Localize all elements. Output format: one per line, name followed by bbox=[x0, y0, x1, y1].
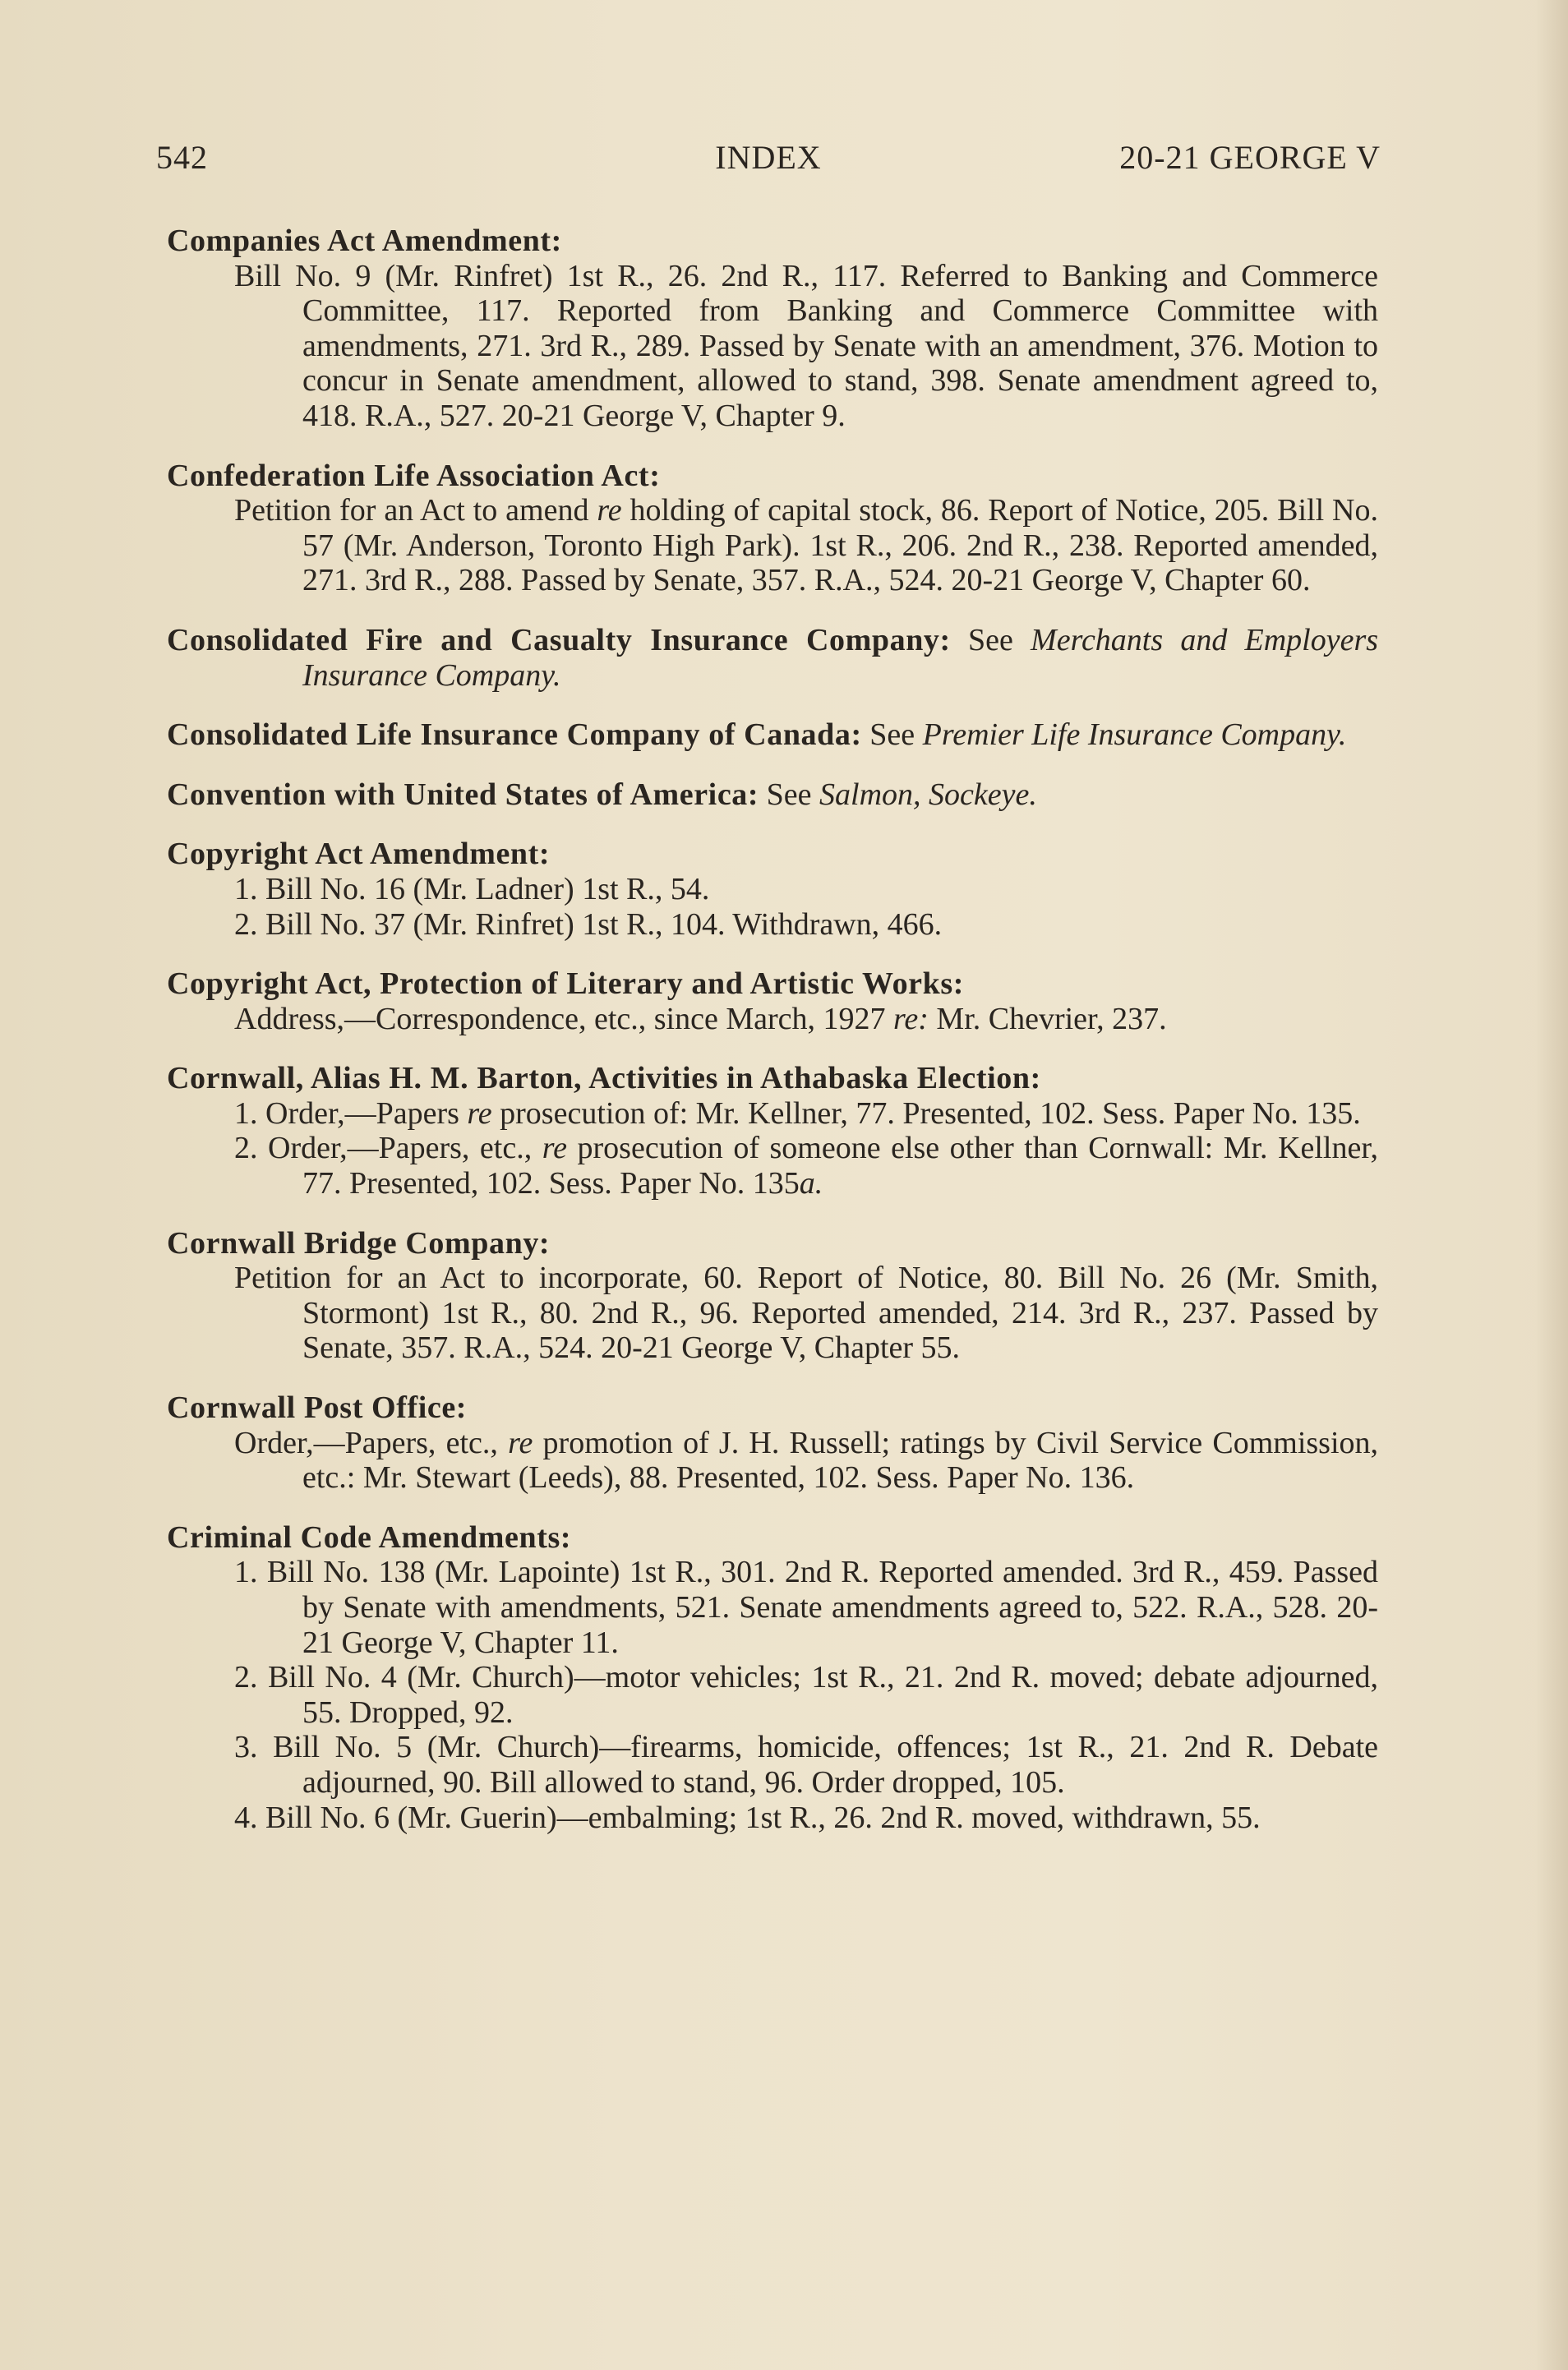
re-italic: re bbox=[597, 493, 622, 528]
entry-heading: Companies Act Amendment: bbox=[167, 224, 562, 258]
item-text: Bill No. 4 (Mr. Church)—motor vehicles; 1st R., 21. 2nd R. moved; debate adjourned, 55. Dropped, 92. bbox=[267, 1660, 1378, 1730]
item-number: 4. bbox=[234, 1800, 258, 1835]
entry-heading: Criminal Code Amendments: bbox=[167, 1519, 572, 1555]
entry-heading-line bbox=[167, 777, 1378, 813]
entry-cornwall-bridge bbox=[167, 1226, 1378, 1366]
entry-cornwall-post-office bbox=[167, 1390, 1378, 1496]
list-item bbox=[167, 1730, 1378, 1800]
entry-text-part: Petition for an Act to amend bbox=[234, 493, 589, 528]
entry-heading: Cornwall, Alias H. M. Barton, Activities in Athabaska Election: bbox=[167, 1061, 1041, 1096]
list-item bbox=[167, 1801, 1378, 1836]
item-text: Order,—Papers, etc., bbox=[268, 1131, 533, 1166]
entry-companies-act bbox=[167, 224, 1378, 434]
list-item bbox=[167, 1660, 1378, 1730]
entry-text bbox=[167, 493, 1378, 598]
list-item bbox=[167, 1555, 1378, 1660]
entry-heading: Confederation Life Association Act: bbox=[167, 458, 661, 493]
item-number: 3. bbox=[234, 1730, 258, 1765]
entry-criminal-code bbox=[167, 1520, 1378, 1835]
entry-consolidated-fire bbox=[167, 623, 1378, 693]
entry-heading: Copyright Act, Protection of Literary and Artistic Works: bbox=[167, 966, 965, 1002]
index-content bbox=[167, 224, 1378, 1860]
list-item bbox=[167, 872, 1378, 907]
item-number: 1. bbox=[234, 1095, 258, 1131]
item-text: Bill No. 138 (Mr. Lapointe) 1st R., 301. 2nd R. Reported amended. 3rd R., 459. Passed by Senate with amendments, 521. Senate amendments agreed to, 522. R.A., 528. 20-21 George V, Chapter 11. bbox=[266, 1555, 1378, 1660]
list-item bbox=[167, 907, 1378, 943]
entry-text: Bill No. 9 (Mr. Rinfret) 1st R., 26. 2nd R., 117. Referred to Banking and Commerce Committee, 117. Reported from Banking and Commerce Committee with amendments, 271. 3rd R., 289. Passed by Senate with an amendment, 376. Motion to concur in Senate amendment, allowed to stand, 398. Senate amendment agreed to, 418. R.A., 527. 20-21 George V, Chapter 9. bbox=[234, 258, 1378, 433]
re-italic: re bbox=[467, 1095, 492, 1131]
item-text: Order,—Papers bbox=[265, 1095, 459, 1131]
see-label: See bbox=[967, 622, 1013, 657]
entry-heading: Cornwall Bridge Company: bbox=[167, 1225, 551, 1261]
item-number: 2. bbox=[234, 906, 258, 942]
re-italic: re bbox=[542, 1131, 567, 1166]
cross-reference: Merchants and Employers Insurance Company. bbox=[302, 622, 1379, 693]
entry-heading: Cornwall Post Office: bbox=[167, 1390, 468, 1426]
entry-convention-usa bbox=[167, 777, 1378, 813]
entry-text bbox=[167, 1426, 1378, 1496]
item-text: prosecution of someone else other than Cornwall: Mr. Kellner, 77. Presented, 102. Sess. Paper No. bbox=[302, 1131, 1378, 1201]
entry-copyright-amendment bbox=[167, 837, 1378, 942]
entry-heading: Consolidated Fire and Casualty Insurance Company: bbox=[167, 622, 951, 657]
page-edge-shadow bbox=[1535, 0, 1568, 2370]
entry-text bbox=[167, 1002, 1378, 1037]
entry-heading-line bbox=[167, 717, 1378, 753]
entry-heading-line bbox=[167, 623, 1378, 693]
re-italic: re: bbox=[893, 1001, 929, 1036]
entry-text-part: promotion of J. H. Russell; ratings by Civil Service Commission, etc.: Mr. Stewart (Leeds), 88. Presented, 102. Sess. Paper No. 136. bbox=[302, 1425, 1379, 1496]
item-text: Bill No. 16 (Mr. Ladner) 1st R., 54. bbox=[265, 871, 710, 906]
item-text: Bill No. 5 (Mr. Church)—firearms, homicide, offences; 1st R., 21. 2nd R. Debate adjourned, 90. Bill allowed to stand, 96. Order dropped, 105. bbox=[273, 1730, 1378, 1800]
page-number: 542 bbox=[156, 139, 208, 176]
page-title: INDEX bbox=[715, 139, 822, 176]
volume-label: 20-21 GEORGE V bbox=[1119, 139, 1381, 176]
re-italic: re bbox=[508, 1425, 533, 1460]
entry-heading: Copyright Act Amendment: bbox=[167, 837, 551, 872]
entry-copyright-protection bbox=[167, 966, 1378, 1036]
item-text: Bill No. 37 (Mr. Rinfret) 1st R., 104. Withdrawn, 466. bbox=[265, 906, 943, 942]
item-number: 1. bbox=[234, 871, 258, 906]
list-item bbox=[167, 1131, 1378, 1201]
entry-confederation-life bbox=[167, 459, 1378, 598]
list-item bbox=[167, 1096, 1378, 1132]
paper-number: 135 bbox=[752, 1166, 800, 1201]
entry-heading: Convention with United States of America: bbox=[167, 777, 759, 812]
see-label: See bbox=[869, 717, 915, 753]
entry-text: Petition for an Act to incorporate, 60. Report of Notice, 80. Bill No. 26 (Mr. Smith, Stormont) 1st R., 80. 2nd R., 96. Reported amended, 214. 3rd R., 237. Passed by Senate, 357. R.A., 524. 20-21 George V, Chapter 55. bbox=[234, 1261, 1378, 1366]
entry-text-part: Address,—Correspondence, etc., since March, 1927 bbox=[234, 1001, 886, 1036]
cross-reference: Premier Life Insurance Company. bbox=[922, 717, 1347, 753]
paper-suffix: a. bbox=[799, 1166, 823, 1201]
item-number: 2. bbox=[234, 1131, 258, 1166]
item-number: 1. bbox=[234, 1555, 258, 1590]
page-header bbox=[156, 138, 1381, 184]
entry-consolidated-life bbox=[167, 717, 1378, 753]
see-label: See bbox=[766, 777, 812, 812]
item-number: 2. bbox=[234, 1660, 258, 1695]
entry-heading: Consolidated Life Insurance Company of Canada: bbox=[167, 717, 862, 753]
item-text: Bill No. 6 (Mr. Guerin)—embalming; 1st R., 26. 2nd R. moved, withdrawn, 55. bbox=[265, 1800, 1261, 1835]
entry-cornwall-alias bbox=[167, 1061, 1378, 1201]
entry-text-part: Mr. Chevrier, 237. bbox=[936, 1001, 1167, 1036]
cross-reference: Salmon, Sockeye. bbox=[819, 777, 1037, 812]
item-text: prosecution of: Mr. Kellner, 77. Presented, 102. Sess. Paper No. 135. bbox=[500, 1095, 1361, 1131]
entry-text-part: Order,—Papers, etc., bbox=[234, 1425, 498, 1460]
entry-text-part: holding of capital stock, 86. Report of Notice, 205. Bill No. 57 (Mr. Anderson, Toronto High Park). 1st R., 206. 2nd R., 238. Reported amended, 271. 3rd R., 288. Passed by Senate, 357. R.A., 524. 20-21 George V, Chapter 60. bbox=[302, 493, 1378, 598]
